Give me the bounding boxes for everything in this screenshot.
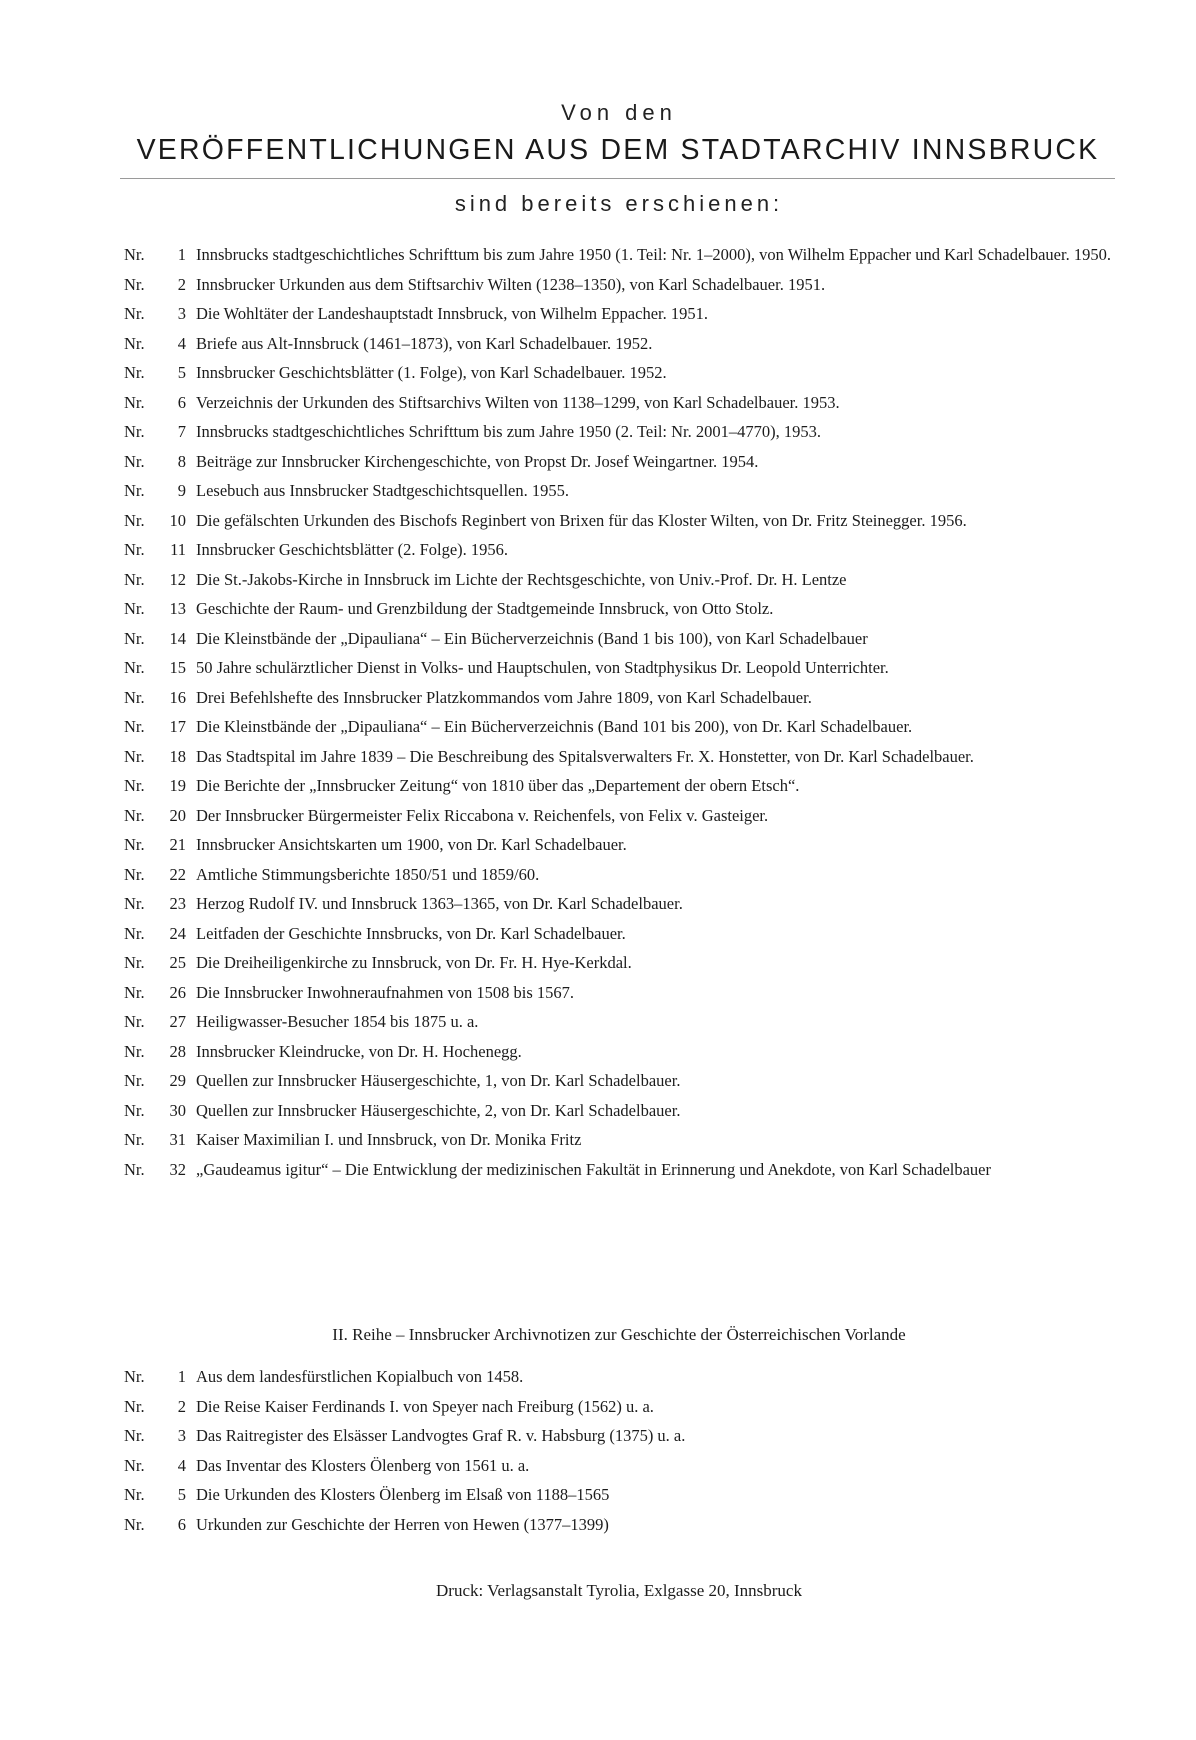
- entry-text: Herzog Rudolf IV. und Innsbruck 1363–1365, von Dr. Karl Schadelbauer.: [196, 894, 683, 913]
- list-item: [124, 747, 1114, 766]
- entry-nr-label: Nr.: [124, 894, 145, 913]
- entry-text: Das Raitregister des Elsässer Landvogtes Graf R. v. Habsburg (1375) u. a.: [196, 1426, 686, 1445]
- entry-nr-label: Nr.: [124, 776, 145, 795]
- entry-index: 11: [170, 540, 186, 559]
- entry-number: [124, 570, 196, 589]
- entry-number: [124, 688, 196, 707]
- entry-index: 3: [177, 1426, 186, 1445]
- list-item: [124, 334, 1114, 353]
- entry-text: Die Kleinstbände der „Dipauliana“ – Ein Bücherverzeichnis (Band 101 bis 200), von Dr. Karl Schadelbauer.: [196, 717, 913, 736]
- entry-nr-label: Nr.: [124, 628, 145, 648]
- entry-text: Lesebuch aus Innsbrucker Stadtgeschichtsquellen. 1955.: [196, 481, 569, 500]
- list-item: [124, 629, 1114, 648]
- entry-index: 4: [177, 1455, 186, 1475]
- entry-text: Amtliche Stimmungsberichte 1850/51 und 1859/60.: [196, 864, 540, 884]
- entry-index: 16: [169, 687, 186, 707]
- list-item: [124, 1012, 1114, 1031]
- entry-nr-label: Nr.: [124, 1012, 145, 1031]
- entry-number: [124, 452, 196, 471]
- printer-footer: Druck: Verlagsanstalt Tyrolia, Exlgasse 20, Innsbruck: [436, 1581, 802, 1600]
- entry-nr-label: Nr.: [124, 687, 145, 707]
- entry-nr-label: Nr.: [124, 805, 145, 825]
- list-item: [124, 540, 1114, 559]
- entry-nr-label: Nr.: [124, 1071, 145, 1090]
- entry-index: 31: [169, 1130, 186, 1149]
- entry-text: Kaiser Maximilian I. und Innsbruck, von Dr. Monika Fritz: [196, 1130, 582, 1149]
- entry-index: 3: [177, 304, 186, 323]
- entry-text: Innsbrucks stadtgeschichtliches Schrifttum bis zum Jahre 1950 (1. Teil: Nr. 1–2000), von Wilhelm Eppacher und Karl Schadelbauer. 1950.: [196, 245, 1111, 264]
- publication-list-series-2: [124, 1367, 1114, 1544]
- list-item: [124, 1101, 1114, 1120]
- list-item: [124, 776, 1114, 795]
- entry-nr-label: Nr.: [124, 1514, 145, 1534]
- entry-index: 17: [169, 717, 186, 736]
- entry-number: [124, 629, 196, 648]
- entry-text: Quellen zur Innsbrucker Häusergeschichte, 2, von Dr. Karl Schadelbauer.: [196, 1100, 681, 1120]
- list-item: [124, 688, 1114, 707]
- entry-text: Heiligwasser-Besucher 1854 bis 1875 u. a.: [196, 1012, 479, 1031]
- entry-text: Die Innsbrucker Inwohneraufnahmen von 1508 bis 1567.: [196, 982, 575, 1002]
- entry-index: 13: [169, 599, 186, 618]
- entry-number: [124, 983, 196, 1002]
- entry-nr-label: Nr.: [124, 392, 145, 412]
- list-item: [124, 1485, 1114, 1504]
- entry-nr-label: Nr.: [124, 923, 145, 943]
- entry-nr-label: Nr.: [124, 245, 145, 264]
- entry-text: Die St.-Jakobs-Kirche in Innsbruck im Lichte der Rechtsgeschichte, von Univ.-Prof. Dr. H. Lentze: [196, 569, 847, 589]
- entry-number: [124, 865, 196, 884]
- entry-number: [124, 658, 196, 677]
- entry-nr-label: Nr.: [124, 1367, 145, 1386]
- entry-index: 6: [177, 1514, 186, 1534]
- entry-number: [124, 717, 196, 736]
- entry-nr-label: Nr.: [124, 1396, 145, 1416]
- entry-nr-label: Nr.: [124, 1485, 145, 1504]
- list-item: [124, 452, 1114, 471]
- entry-number: [124, 422, 196, 441]
- list-item: [124, 658, 1114, 677]
- entry-index: 23: [169, 894, 186, 913]
- entry-number: [124, 245, 196, 264]
- entry-nr-label: Nr.: [124, 422, 145, 441]
- entry-number: [124, 1515, 196, 1534]
- entry-number: [124, 275, 196, 294]
- entry-nr-label: Nr.: [124, 864, 145, 884]
- entry-number: [124, 1160, 196, 1179]
- entry-index: 26: [169, 982, 186, 1002]
- list-item: [124, 1160, 1114, 1179]
- entry-nr-label: Nr.: [124, 953, 145, 972]
- entry-number: [124, 1101, 196, 1120]
- entry-nr-label: Nr.: [124, 333, 145, 353]
- entry-nr-label: Nr.: [124, 363, 145, 382]
- entry-number: [124, 334, 196, 353]
- entry-number: [124, 481, 196, 500]
- entry-index: 6: [177, 392, 186, 412]
- entry-number: [124, 894, 196, 913]
- list-item: [124, 983, 1114, 1002]
- entry-number: [124, 511, 196, 530]
- entry-index: 22: [169, 864, 186, 884]
- list-item: [124, 1426, 1114, 1445]
- page-title: VERÖFFENTLICHUNGEN AUS DEM STADTARCHIV INNSBRUCK: [136, 134, 1100, 166]
- entry-text: Aus dem landesfürstlichen Kopialbuch von 1458.: [196, 1367, 524, 1386]
- entry-index: 7: [177, 422, 186, 441]
- entry-index: 12: [169, 569, 186, 589]
- entry-index: 2: [177, 1396, 186, 1416]
- entry-nr-label: Nr.: [124, 599, 145, 618]
- list-item: [124, 1515, 1114, 1534]
- entry-nr-label: Nr.: [124, 1455, 145, 1475]
- entry-nr-label: Nr.: [124, 717, 145, 736]
- entry-number: [124, 776, 196, 795]
- list-item: [124, 304, 1114, 323]
- entry-number: [124, 806, 196, 825]
- entry-text: Briefe aus Alt-Innsbruck (1461–1873), von Karl Schadelbauer. 1952.: [196, 333, 653, 353]
- entry-index: 20: [169, 805, 186, 825]
- entry-index: 29: [169, 1071, 186, 1090]
- entry-index: 32: [169, 1159, 186, 1179]
- entry-number: [124, 1456, 196, 1475]
- entry-nr-label: Nr.: [124, 1130, 145, 1149]
- entry-text: Beiträge zur Innsbrucker Kirchengeschichte, von Propst Dr. Josef Weingartner. 1954.: [196, 451, 759, 471]
- entry-text: Die Kleinstbände der „Dipauliana“ – Ein Bücherverzeichnis (Band 1 bis 100), von Karl Schadelbauer: [196, 628, 868, 648]
- list-item: [124, 894, 1114, 913]
- entry-text: Das Stadtspital im Jahre 1839 – Die Beschreibung des Spitalsverwalters Fr. X. Honstetter, von Dr. Karl Schadelbauer.: [196, 746, 974, 766]
- entry-number: [124, 1042, 196, 1061]
- list-item: [124, 1397, 1114, 1416]
- entry-index: 9: [177, 481, 186, 500]
- entry-nr-label: Nr.: [124, 274, 145, 294]
- list-item: [124, 806, 1114, 825]
- entry-index: 1: [177, 245, 186, 264]
- entry-number: [124, 304, 196, 323]
- list-item: [124, 245, 1114, 264]
- list-item: [124, 393, 1114, 412]
- entry-text: Innsbrucker Kleindrucke, von Dr. H. Hochenegg.: [196, 1041, 522, 1061]
- entry-number: [124, 1071, 196, 1090]
- entry-index: 24: [169, 923, 186, 943]
- entry-index: 18: [169, 746, 186, 766]
- title-rule: [120, 178, 1115, 179]
- entry-index: 5: [177, 363, 186, 382]
- entry-nr-label: Nr.: [124, 658, 145, 677]
- entry-nr-label: Nr.: [124, 510, 145, 530]
- list-item: [124, 599, 1114, 618]
- entry-nr-label: Nr.: [124, 540, 145, 559]
- entry-index: 27: [169, 1012, 186, 1031]
- entry-number: [124, 1130, 196, 1149]
- entry-number: [124, 363, 196, 382]
- entry-index: 19: [169, 776, 186, 795]
- entry-number: [124, 1397, 196, 1416]
- entry-text: Urkunden zur Geschichte der Herren von Hewen (1377–1399): [196, 1514, 609, 1534]
- entry-nr-label: Nr.: [124, 982, 145, 1002]
- entry-text: Innsbrucker Urkunden aus dem Stiftsarchiv Wilten (1238–1350), von Karl Schadelbauer. 1951.: [196, 274, 826, 294]
- series-2-heading: II. Reihe – Innsbrucker Archivnotizen zur Geschichte der Österreichischen Vorlande: [332, 1325, 906, 1344]
- entry-number: [124, 1426, 196, 1445]
- list-item: [124, 924, 1114, 943]
- entry-number: [124, 747, 196, 766]
- entry-text: Verzeichnis der Urkunden des Stiftsarchivs Wilten von 1138–1299, von Karl Schadelbauer. 1953.: [196, 392, 840, 412]
- list-item: [124, 953, 1114, 972]
- entry-nr-label: Nr.: [124, 835, 145, 854]
- list-item: [124, 363, 1114, 382]
- entry-text: Das Inventar des Klosters Ölenberg von 1561 u. a.: [196, 1455, 530, 1475]
- entry-number: [124, 1367, 196, 1386]
- entry-text: Der Innsbrucker Bürgermeister Felix Riccabona v. Reichenfels, von Felix v. Gasteiger.: [196, 805, 769, 825]
- entry-nr-label: Nr.: [124, 451, 145, 471]
- list-item: [124, 717, 1114, 736]
- entry-number: [124, 540, 196, 559]
- entry-number: [124, 599, 196, 618]
- entry-nr-label: Nr.: [124, 1100, 145, 1120]
- list-item: [124, 1130, 1114, 1149]
- list-item: [124, 835, 1114, 854]
- entry-text: Geschichte der Raum- und Grenzbildung der Stadtgemeinde Innsbruck, von Otto Stolz.: [196, 599, 774, 618]
- entry-nr-label: Nr.: [124, 304, 145, 323]
- entry-text: „Gaudeamus igitur“ – Die Entwicklung der medizinischen Fakultät in Erinnerung und Anekdote, von Karl Schadelbauer: [196, 1159, 991, 1179]
- entry-number: [124, 1012, 196, 1031]
- entry-text: Die gefälschten Urkunden des Bischofs Reginbert von Brixen für das Kloster Wilten, von Dr. Fritz Steinegger. 1956.: [196, 510, 967, 530]
- entry-index: 2: [177, 274, 186, 294]
- entry-index: 5: [177, 1485, 186, 1504]
- entry-number: [124, 924, 196, 943]
- list-item: [124, 1071, 1114, 1090]
- entry-index: 4: [177, 333, 186, 353]
- list-item: [124, 570, 1114, 589]
- entry-text: Die Berichte der „Innsbrucker Zeitung“ von 1810 über das „Departement der obern Etsch“.: [196, 776, 800, 795]
- entry-text: 50 Jahre schulärztlicher Dienst in Volks- und Hauptschulen, von Stadtphysikus Dr. Leopold Unterrichter.: [196, 658, 889, 677]
- list-item: [124, 275, 1114, 294]
- entry-text: Innsbrucker Ansichtskarten um 1900, von Dr. Karl Schadelbauer.: [196, 835, 627, 854]
- list-item: [124, 1367, 1114, 1386]
- entry-nr-label: Nr.: [124, 569, 145, 589]
- entry-text: Drei Befehlshefte des Innsbrucker Platzkommandos vom Jahre 1809, von Karl Schadelbauer.: [196, 687, 812, 707]
- entry-text: Innsbrucker Geschichtsblätter (2. Folge). 1956.: [196, 540, 509, 559]
- entry-number: [124, 1485, 196, 1504]
- entry-number: [124, 393, 196, 412]
- header-subtitle: sind bereits erschienen:: [454, 191, 784, 216]
- entry-index: 8: [177, 451, 186, 471]
- entry-nr-label: Nr.: [124, 1426, 145, 1445]
- entry-index: 1: [177, 1367, 186, 1386]
- list-item: [124, 865, 1114, 884]
- entry-nr-label: Nr.: [124, 1159, 145, 1179]
- entry-nr-label: Nr.: [124, 481, 145, 500]
- entry-index: 15: [169, 658, 186, 677]
- entry-nr-label: Nr.: [124, 1041, 145, 1061]
- entry-text: Die Dreiheiligenkirche zu Innsbruck, von Dr. Fr. H. Hye-Kerkdal.: [196, 953, 632, 972]
- entry-text: Die Wohltäter der Landeshauptstadt Innsbruck, von Wilhelm Eppacher. 1951.: [196, 304, 708, 323]
- publication-list-series-1: [124, 245, 1114, 1189]
- header-von: Von den: [561, 100, 677, 125]
- entry-nr-label: Nr.: [124, 746, 145, 766]
- list-item: [124, 1456, 1114, 1475]
- entry-text: Quellen zur Innsbrucker Häusergeschichte, 1, von Dr. Karl Schadelbauer.: [196, 1071, 681, 1090]
- list-item: [124, 481, 1114, 500]
- entry-text: Die Reise Kaiser Ferdinands I. von Speyer nach Freiburg (1562) u. a.: [196, 1396, 654, 1416]
- list-item: [124, 1042, 1114, 1061]
- entry-text: Die Urkunden des Klosters Ölenberg im Elsaß von 1188–1565: [196, 1485, 610, 1504]
- entry-index: 14: [169, 628, 186, 648]
- entry-index: 21: [169, 835, 186, 854]
- list-item: [124, 422, 1114, 441]
- list-item: [124, 511, 1114, 530]
- entry-index: 10: [169, 510, 186, 530]
- entry-number: [124, 835, 196, 854]
- entry-number: [124, 953, 196, 972]
- entry-text: Innsbrucker Geschichtsblätter (1. Folge), von Karl Schadelbauer. 1952.: [196, 363, 667, 382]
- entry-index: 25: [169, 953, 186, 972]
- entry-text: Innsbrucks stadtgeschichtliches Schrifttum bis zum Jahre 1950 (2. Teil: Nr. 2001–4770), 1953.: [196, 422, 821, 441]
- entry-index: 30: [169, 1100, 186, 1120]
- entry-index: 28: [169, 1041, 186, 1061]
- entry-text: Leitfaden der Geschichte Innsbrucks, von Dr. Karl Schadelbauer.: [196, 923, 626, 943]
